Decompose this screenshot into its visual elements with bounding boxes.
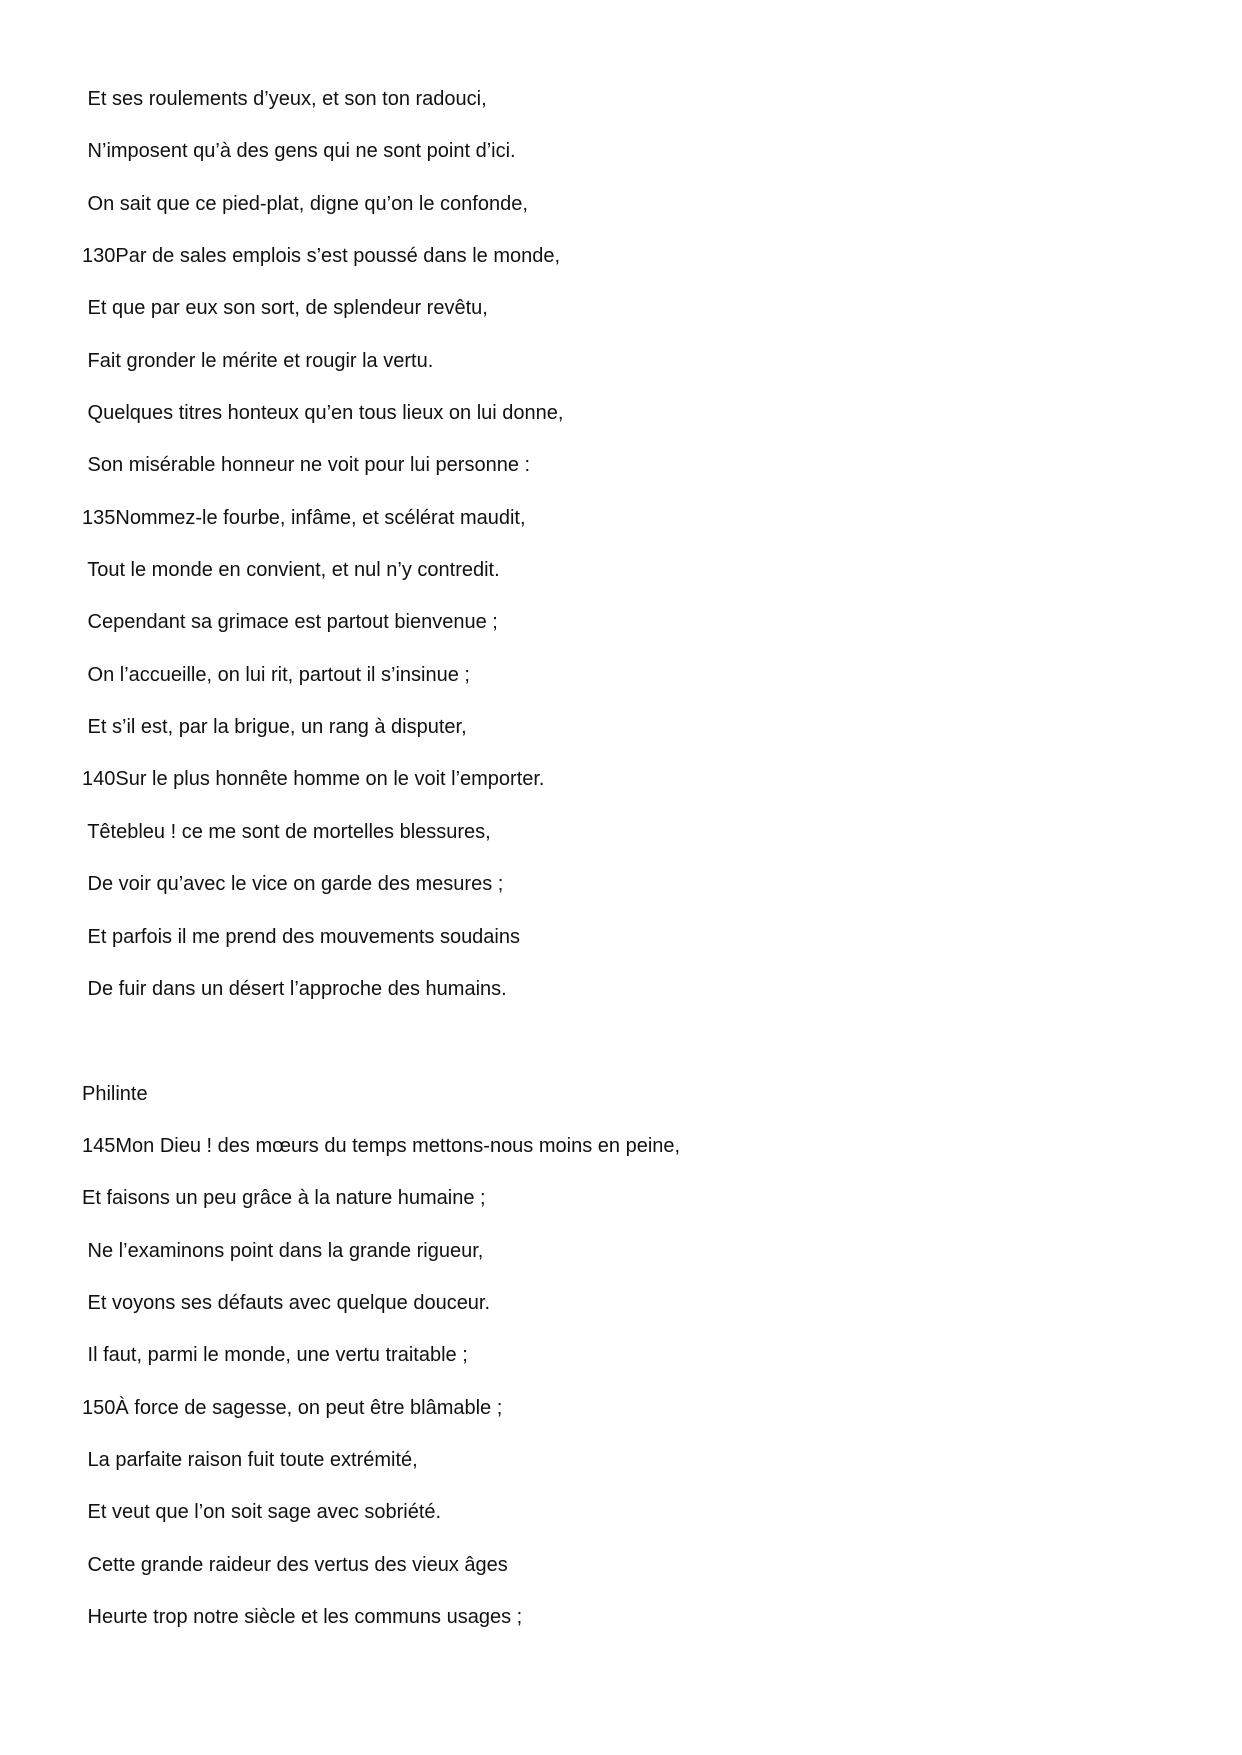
verse-line: 150À force de sagesse, on peut être blâmable ; bbox=[82, 1396, 503, 1419]
verse-line: La parfaite raison fuit toute extrémité, bbox=[82, 1448, 418, 1471]
verse-line: 140Sur le plus honnête homme on le voit l’emporter. bbox=[82, 768, 545, 791]
verse-line: Il faut, parmi le monde, une vertu traitable ; bbox=[82, 1344, 468, 1367]
verse-line: Et s’il est, par la brigue, un rang à disputer, bbox=[82, 716, 467, 739]
verse-line: 130Par de sales emplois s’est poussé dans le monde, bbox=[82, 245, 561, 268]
verse-line: Têtebleu ! ce me sont de mortelles blessures, bbox=[82, 820, 491, 843]
verse-line: Et faisons un peu grâce à la nature humaine ; bbox=[82, 1187, 486, 1210]
verse-line: 135Nommez-le fourbe, infâme, et scélérat maudit, bbox=[82, 506, 526, 529]
verse-line: Et ses roulements d’yeux, et son ton radouci, bbox=[82, 88, 487, 110]
verse-line: On sait que ce pied-plat, digne qu’on le confonde, bbox=[82, 192, 528, 215]
verse-line: Cette grande raideur des vertus des vieux âges bbox=[82, 1553, 508, 1576]
verse-line: Et parfois il me prend des mouvements soudains bbox=[82, 925, 520, 948]
verse-line: Fait gronder le mérite et rougir la vertu. bbox=[82, 349, 434, 372]
verse-line: On l’accueille, on lui rit, partout il s’insinue ; bbox=[82, 663, 470, 686]
verse-line: Quelques titres honteux qu’en tous lieux on lui donne, bbox=[82, 402, 564, 425]
verse-line: Tout le monde en convient, et nul n’y contredit. bbox=[82, 559, 500, 582]
verse-line: Ne l’examinons point dans la grande rigueur, bbox=[82, 1239, 484, 1262]
verse-line: De voir qu’avec le vice on garde des mesures ; bbox=[82, 873, 504, 896]
verse-line: De fuir dans un désert l’approche des humains. bbox=[82, 977, 507, 1000]
speaker-name: Philinte bbox=[82, 1082, 148, 1105]
verse-line: Son misérable honneur ne voit pour lui personne : bbox=[82, 454, 531, 477]
verse-line: Et que par eux son sort, de splendeur revêtu, bbox=[82, 297, 488, 320]
verse-line: Et veut que l’on soit sage avec sobriété. bbox=[82, 1501, 442, 1524]
stanza-gap bbox=[82, 1015, 1162, 1067]
poem-text bbox=[82, 73, 1162, 1643]
verse-line: Et voyons ses défauts avec quelque douceur. bbox=[82, 1291, 491, 1314]
verse-line: 145Mon Dieu ! des mœurs du temps mettons-nous moins en peine, bbox=[82, 1134, 681, 1157]
verse-line: Cependant sa grimace est partout bienvenue ; bbox=[82, 611, 498, 634]
verse-line: N’imposent qu’à des gens qui ne sont point d’ici. bbox=[82, 140, 516, 163]
verse-line: Heurte trop notre siècle et les communs usages ; bbox=[82, 1605, 523, 1628]
